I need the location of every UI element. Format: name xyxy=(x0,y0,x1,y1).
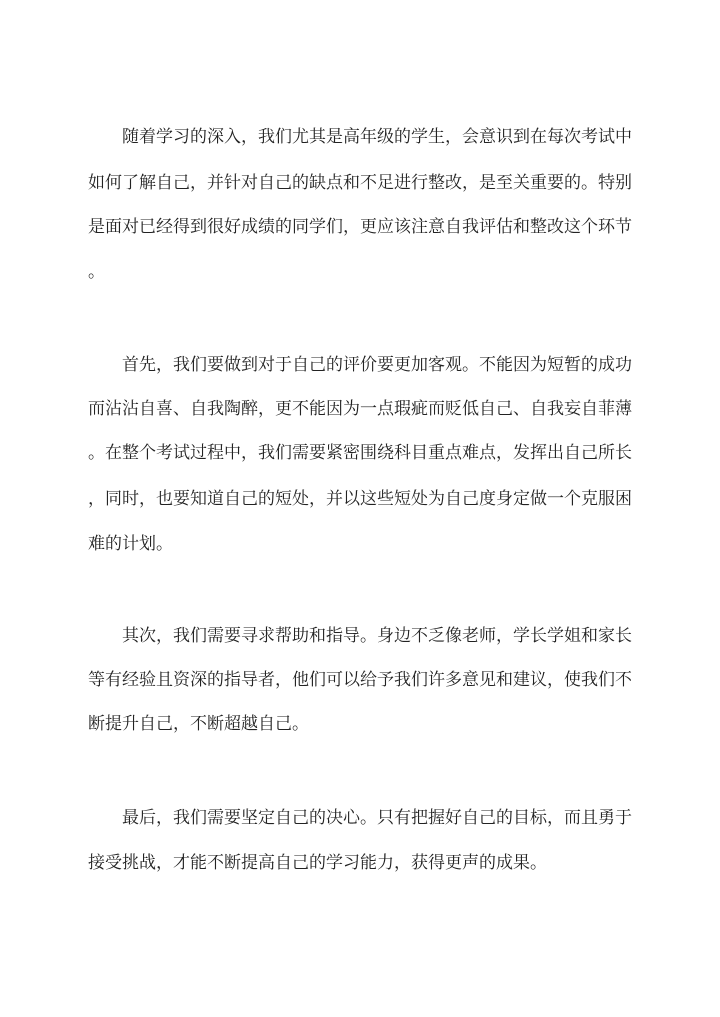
text-line: 如何了解自己，并针对自己的缺点和不足进行整改，是至关重要的。特别 xyxy=(88,173,632,193)
text-line: 断提升自己，不断超越自己。 xyxy=(88,714,309,734)
text-line: 接受挑战，才能不断提高自己的学习能力，获得更声的成果。 xyxy=(88,853,547,873)
text-line: 最后，我们需要坚定自己的决心。只有把握好自己的目标，而且勇于 xyxy=(122,808,632,828)
text-line: 其次，我们需要寻求帮助和指导。身边不乏像老师，学长学姐和家长 xyxy=(122,626,632,646)
text-line: ，同时，也要知道自己的短处，并以这些短处为自己度身定做一个克服困 xyxy=(88,489,632,509)
text-line: 。 xyxy=(88,262,105,282)
text-line: 是面对已经得到很好成绩的同学们，更应该注意自我评估和整改这个环节 xyxy=(88,217,632,237)
text-line: 首先，我们要做到对于自己的评价要更加客观。不能因为短暂的成功 xyxy=(122,355,632,375)
text-line: 难的计划。 xyxy=(88,534,173,554)
text-line: 而沾沾自喜、自我陶醉，更不能因为一点瑕疵而贬低自己、自我妄自菲薄 xyxy=(88,399,632,419)
text-line: 随着学习的深入，我们尤其是高年级的学生，会意识到在每次考试中 xyxy=(122,127,632,147)
text-line: 。在整个考试过程中，我们需要紧密围绕科目重点难点，发挥出自己所长 xyxy=(88,443,632,463)
text-line: 等有经验且资深的指导者，他们可以给予我们许多意见和建议，使我们不 xyxy=(88,670,632,690)
